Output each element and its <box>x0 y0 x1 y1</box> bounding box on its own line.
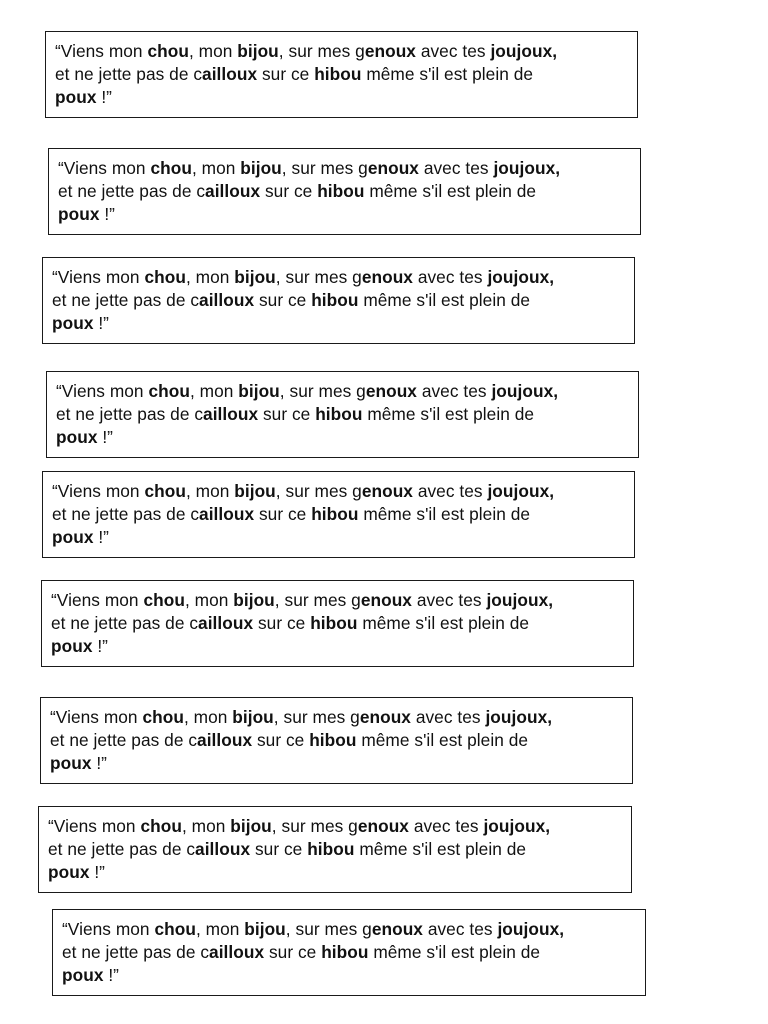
text-segment: , sur mes g <box>285 919 372 939</box>
sentence-line-2 <box>51 612 623 635</box>
sentence-line-3 <box>52 526 624 549</box>
text-segment: !” <box>92 636 108 656</box>
text-segment: sur ce <box>258 404 316 424</box>
bold-word: hibou <box>307 839 355 859</box>
text-segment: et ne jette pas de c <box>62 942 210 962</box>
bold-word: poux <box>50 753 92 773</box>
bold-word: joujoux, <box>491 381 559 401</box>
bold-word: bijou <box>234 267 276 287</box>
bold-word: chou <box>148 381 190 401</box>
sentence-box-2 <box>48 148 641 235</box>
bold-word: ailloux <box>205 181 261 201</box>
sentence-box-7 <box>40 697 633 784</box>
sentence-box-3 <box>42 257 635 344</box>
sentence-box-9 <box>52 909 646 996</box>
text-segment: “Viens mon <box>62 919 155 939</box>
bold-word: joujoux, <box>487 481 555 501</box>
bold-word: hibou <box>309 730 357 750</box>
bold-word: enoux <box>357 816 409 836</box>
text-segment: , mon <box>185 267 235 287</box>
text-segment: même s'il est plein de <box>356 730 529 750</box>
text-segment: avec tes <box>411 590 487 610</box>
text-segment: et ne jette pas de c <box>56 404 204 424</box>
bold-word: hibou <box>311 290 359 310</box>
bold-word: poux <box>56 427 98 447</box>
bold-word: enoux <box>364 41 416 61</box>
bold-word: ailloux <box>197 730 253 750</box>
bold-word: joujoux, <box>485 707 553 727</box>
text-segment: , sur mes g <box>275 267 362 287</box>
bold-word: ailloux <box>203 404 259 424</box>
sentence-line-2 <box>62 941 635 964</box>
sentence-box-8 <box>38 806 632 893</box>
text-segment: , sur mes g <box>275 481 362 501</box>
text-segment: même s'il est plein de <box>362 404 535 424</box>
bold-word: enoux <box>359 707 411 727</box>
text-segment: sur ce <box>254 504 312 524</box>
sentence-line-1 <box>52 266 624 289</box>
sentence-box-4 <box>46 371 639 458</box>
sentence-line-3 <box>62 964 635 987</box>
bold-word: enoux <box>361 481 413 501</box>
bold-word: hibou <box>311 504 359 524</box>
text-segment: “Viens mon <box>52 267 145 287</box>
bold-word: chou <box>140 816 182 836</box>
sentence-line-3 <box>52 312 624 335</box>
sentence-line-2 <box>52 503 624 526</box>
bold-word: bijou <box>238 381 280 401</box>
text-segment: et ne jette pas de c <box>52 504 200 524</box>
bold-word: ailloux <box>199 504 255 524</box>
text-segment: , sur mes g <box>274 590 361 610</box>
bold-word: poux <box>48 862 90 882</box>
text-segment: sur ce <box>253 613 311 633</box>
text-segment: sur ce <box>260 181 318 201</box>
bold-word: ailloux <box>198 613 254 633</box>
bold-word: chou <box>144 267 186 287</box>
bold-word: ailloux <box>195 839 251 859</box>
bold-word: ailloux <box>199 290 255 310</box>
sentence-line-1 <box>55 40 627 63</box>
bold-word: poux <box>58 204 100 224</box>
sentence-box-1 <box>45 31 638 118</box>
text-segment: avec tes <box>412 481 488 501</box>
bold-word: enoux <box>360 590 412 610</box>
bold-word: hibou <box>317 181 365 201</box>
text-segment: avec tes <box>412 267 488 287</box>
text-segment: avec tes <box>422 919 498 939</box>
text-segment: même s'il est plein de <box>361 64 534 84</box>
text-segment: et ne jette pas de c <box>48 839 196 859</box>
text-segment: sur ce <box>257 64 315 84</box>
text-segment: , mon <box>183 707 233 727</box>
sentence-line-3 <box>56 426 628 449</box>
bold-word: hibou <box>314 64 362 84</box>
text-segment: !” <box>96 87 112 107</box>
text-segment: “Viens mon <box>56 381 149 401</box>
bold-word: bijou <box>234 481 276 501</box>
bold-word: bijou <box>232 707 274 727</box>
text-segment: , mon <box>191 158 241 178</box>
text-segment: , sur mes g <box>271 816 358 836</box>
bold-word: chou <box>143 590 185 610</box>
text-segment: “Viens mon <box>58 158 151 178</box>
bold-word: ailloux <box>209 942 265 962</box>
bold-word: poux <box>52 313 94 333</box>
text-segment: avec tes <box>415 41 491 61</box>
text-segment: avec tes <box>410 707 486 727</box>
bold-word: joujoux, <box>487 267 555 287</box>
sentence-line-1 <box>51 589 623 612</box>
sentence-line-2 <box>48 838 621 861</box>
text-segment: , sur mes g <box>281 158 368 178</box>
text-segment: avec tes <box>408 816 484 836</box>
text-segment: et ne jette pas de c <box>55 64 203 84</box>
text-segment: !” <box>89 862 105 882</box>
bold-word: chou <box>142 707 184 727</box>
bold-word: hibou <box>321 942 369 962</box>
bold-word: joujoux, <box>497 919 565 939</box>
text-segment: même s'il est plein de <box>357 613 530 633</box>
sentence-line-2 <box>56 403 628 426</box>
sentence-line-1 <box>62 918 635 941</box>
text-segment: et ne jette pas de c <box>50 730 198 750</box>
text-segment: !” <box>93 527 109 547</box>
bold-word: chou <box>154 919 196 939</box>
text-segment: !” <box>99 204 115 224</box>
bold-word: chou <box>147 41 189 61</box>
text-segment: avec tes <box>416 381 492 401</box>
bold-word: enoux <box>367 158 419 178</box>
sentence-box-5 <box>42 471 635 558</box>
sentence-line-2 <box>50 729 622 752</box>
text-segment: “Viens mon <box>48 816 141 836</box>
sentence-box-6 <box>41 580 634 667</box>
text-segment: , mon <box>184 590 234 610</box>
sentence-line-3 <box>55 86 627 109</box>
text-segment: même s'il est plein de <box>368 942 541 962</box>
text-segment: , mon <box>185 481 235 501</box>
bold-word: joujoux, <box>490 41 558 61</box>
bold-word: chou <box>150 158 192 178</box>
bold-word: enoux <box>361 267 413 287</box>
bold-word: poux <box>51 636 93 656</box>
bold-word: ailloux <box>202 64 258 84</box>
text-segment: , sur mes g <box>279 381 366 401</box>
bold-word: bijou <box>233 590 275 610</box>
bold-word: poux <box>52 527 94 547</box>
text-segment: , mon <box>195 919 245 939</box>
sentence-line-2 <box>58 180 630 203</box>
sentence-line-1 <box>56 380 628 403</box>
bold-word: enoux <box>365 381 417 401</box>
sentence-line-1 <box>58 157 630 180</box>
sentence-line-1 <box>48 815 621 838</box>
text-segment: !” <box>93 313 109 333</box>
text-segment: !” <box>103 965 119 985</box>
text-segment: “Viens mon <box>52 481 145 501</box>
sentence-line-3 <box>58 203 630 226</box>
text-segment: même s'il est plein de <box>358 504 531 524</box>
text-segment: avec tes <box>418 158 494 178</box>
bold-word: bijou <box>244 919 286 939</box>
text-segment: !” <box>97 427 113 447</box>
sentence-line-1 <box>50 706 622 729</box>
sentence-line-2 <box>52 289 624 312</box>
text-segment: et ne jette pas de c <box>58 181 206 201</box>
bold-word: joujoux, <box>486 590 554 610</box>
text-segment: même s'il est plein de <box>358 290 531 310</box>
sentence-line-2 <box>55 63 627 86</box>
bold-word: hibou <box>315 404 363 424</box>
text-segment: même s'il est plein de <box>354 839 527 859</box>
text-segment: sur ce <box>264 942 322 962</box>
bold-word: joujoux, <box>493 158 561 178</box>
sentence-line-1 <box>52 480 624 503</box>
bold-word: poux <box>55 87 97 107</box>
sentence-line-3 <box>51 635 623 658</box>
text-segment: “Viens mon <box>50 707 143 727</box>
text-segment: “Viens mon <box>55 41 148 61</box>
bold-word: bijou <box>240 158 282 178</box>
text-segment: , sur mes g <box>273 707 360 727</box>
text-segment: et ne jette pas de c <box>51 613 199 633</box>
text-segment: sur ce <box>250 839 308 859</box>
text-segment: , mon <box>188 41 238 61</box>
bold-word: enoux <box>371 919 423 939</box>
sentence-line-3 <box>48 861 621 884</box>
text-segment: , mon <box>181 816 231 836</box>
bold-word: bijou <box>230 816 272 836</box>
bold-word: poux <box>62 965 104 985</box>
text-segment: et ne jette pas de c <box>52 290 200 310</box>
text-segment: sur ce <box>252 730 310 750</box>
sentence-line-3 <box>50 752 622 775</box>
text-segment: “Viens mon <box>51 590 144 610</box>
bold-word: chou <box>144 481 186 501</box>
text-segment: , mon <box>189 381 239 401</box>
text-segment: , sur mes g <box>278 41 365 61</box>
bold-word: joujoux, <box>483 816 551 836</box>
bold-word: bijou <box>237 41 279 61</box>
text-segment: !” <box>91 753 107 773</box>
bold-word: hibou <box>310 613 358 633</box>
text-segment: même s'il est plein de <box>364 181 537 201</box>
text-segment: sur ce <box>254 290 312 310</box>
